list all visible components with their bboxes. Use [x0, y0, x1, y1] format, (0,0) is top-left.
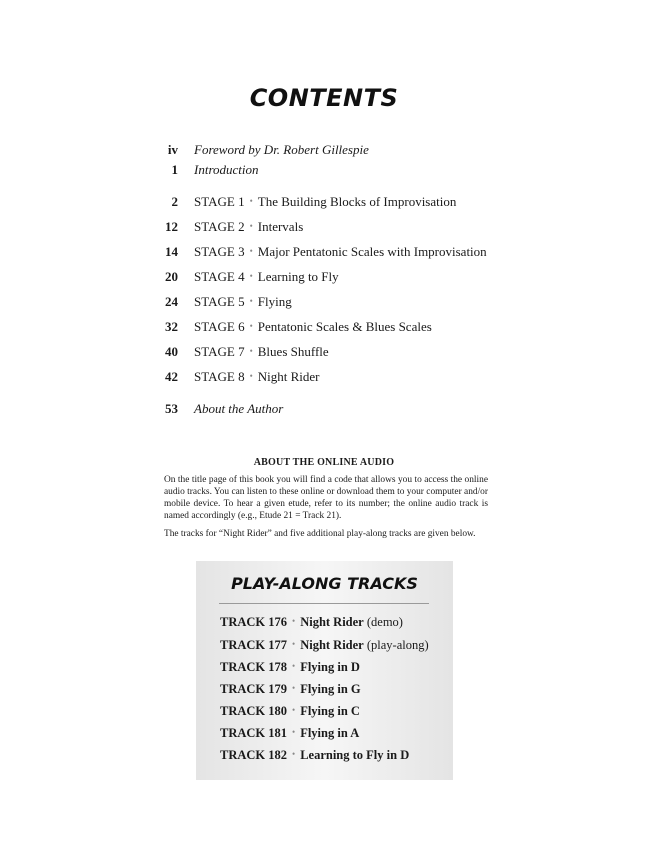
toc-entry [194, 318, 432, 337]
toc-entry [194, 218, 303, 237]
toc-page-number: 42 [165, 369, 178, 384]
toc-stage-title: Learning to Fly [257, 269, 339, 284]
track-note: (play-along) [363, 638, 429, 652]
track-note: (demo) [363, 615, 403, 629]
toc-stage-label: STAGE 2 [194, 219, 245, 234]
toc-stage-title: Major Pentatonic Scales with Improvisation [257, 244, 487, 259]
track-name: Flying in G [300, 682, 361, 696]
toc-entry-title: Introduction [194, 162, 259, 177]
track-number: TRACK 180 [220, 704, 288, 718]
toc-stage-title: Blues Shuffle [257, 344, 329, 359]
toc-page-number: 32 [165, 319, 178, 334]
track-number: TRACK 176 [220, 615, 288, 629]
toc-page-number: 40 [165, 344, 178, 359]
toc-stage-label: STAGE 8 [194, 369, 245, 384]
tracks-divider [219, 603, 429, 604]
toc-entry [194, 368, 320, 387]
page-title: CONTENTS [249, 84, 399, 112]
toc-page-number: 20 [165, 269, 178, 284]
track-row [220, 637, 429, 653]
track-number: TRACK 178 [220, 660, 288, 674]
track-number: TRACK 179 [220, 682, 288, 696]
toc-entry [194, 243, 487, 262]
track-row [220, 614, 403, 630]
bullet-separator: • [292, 661, 296, 671]
bullet-separator: • [249, 296, 253, 306]
online-audio-heading: ABOUT THE ONLINE AUDIO [253, 457, 395, 468]
bullet-separator: • [249, 221, 253, 231]
toc-page-number: 1 [171, 162, 178, 177]
track-name: Night Rider [300, 615, 364, 629]
track-row [220, 725, 359, 741]
toc-stage-label: STAGE 1 [194, 194, 245, 209]
track-name: Flying in A [300, 726, 360, 740]
track-row [220, 659, 360, 675]
toc-stage-label: STAGE 6 [194, 319, 245, 334]
track-name: Flying in D [300, 660, 360, 674]
bullet-separator: • [249, 371, 253, 381]
toc-stage-label: STAGE 3 [194, 244, 245, 259]
bullet-separator: • [249, 196, 253, 206]
track-name: Learning to Fly in D [300, 748, 410, 762]
bullet-separator: • [249, 246, 253, 256]
bullet-separator: • [292, 639, 296, 649]
bullet-separator: • [249, 321, 253, 331]
toc-entry-title: About the Author [194, 401, 284, 416]
play-along-tracks-box [196, 561, 453, 780]
bullet-separator: • [292, 683, 296, 693]
toc-page-number: 14 [165, 244, 178, 259]
bullet-separator: • [249, 346, 253, 356]
toc-page-number: 24 [165, 294, 178, 309]
track-name: Night Rider [300, 638, 364, 652]
toc-stage-title: Flying [257, 294, 292, 309]
toc-stage-label: STAGE 5 [194, 294, 245, 309]
toc-stage-title: Night Rider [257, 369, 320, 384]
online-audio-note: The tracks for “Night Rider” and five additional play-along tracks are given below. [164, 529, 476, 539]
toc-page-number: 12 [165, 219, 178, 234]
toc-entry-title: Foreword by Dr. Robert Gillespie [194, 142, 369, 157]
toc-entry [194, 343, 329, 362]
bullet-separator: • [292, 727, 296, 737]
toc-entry [194, 293, 292, 312]
bullet-separator: • [292, 705, 296, 715]
toc-stage-title: Pentatonic Scales & Blues Scales [257, 319, 432, 334]
toc-stage-label: STAGE 4 [194, 269, 245, 284]
track-number: TRACK 182 [220, 748, 288, 762]
toc-page-number: 2 [171, 194, 178, 209]
bullet-separator: • [249, 271, 253, 281]
toc-entry [194, 268, 339, 287]
tracks-title: PLAY-ALONG TRACKS [231, 574, 418, 593]
toc-stage-title: The Building Blocks of Improvisation [257, 194, 457, 209]
track-row [220, 681, 361, 697]
track-number: TRACK 177 [220, 638, 288, 652]
track-number: TRACK 181 [220, 726, 288, 740]
track-name: Flying in C [300, 704, 360, 718]
online-audio-paragraph: On the title page of this book you will find a code that allows you to access the online audio tracks. You can listen to these online or download them to your computer and/or mobile device. To hear a given etude, refer to its number; the online audio track is named accordingly (e.g., Etude 21 = Track 21). [164, 475, 488, 521]
toc-page-number: 53 [165, 401, 178, 416]
toc-stage-title: Intervals [257, 219, 304, 234]
toc-entry [194, 193, 456, 212]
toc-page-number: iv [167, 142, 178, 157]
bullet-separator: • [292, 749, 296, 759]
track-row [220, 703, 360, 719]
toc-stage-label: STAGE 7 [194, 344, 245, 359]
track-row [220, 747, 409, 763]
bullet-separator: • [292, 616, 296, 626]
